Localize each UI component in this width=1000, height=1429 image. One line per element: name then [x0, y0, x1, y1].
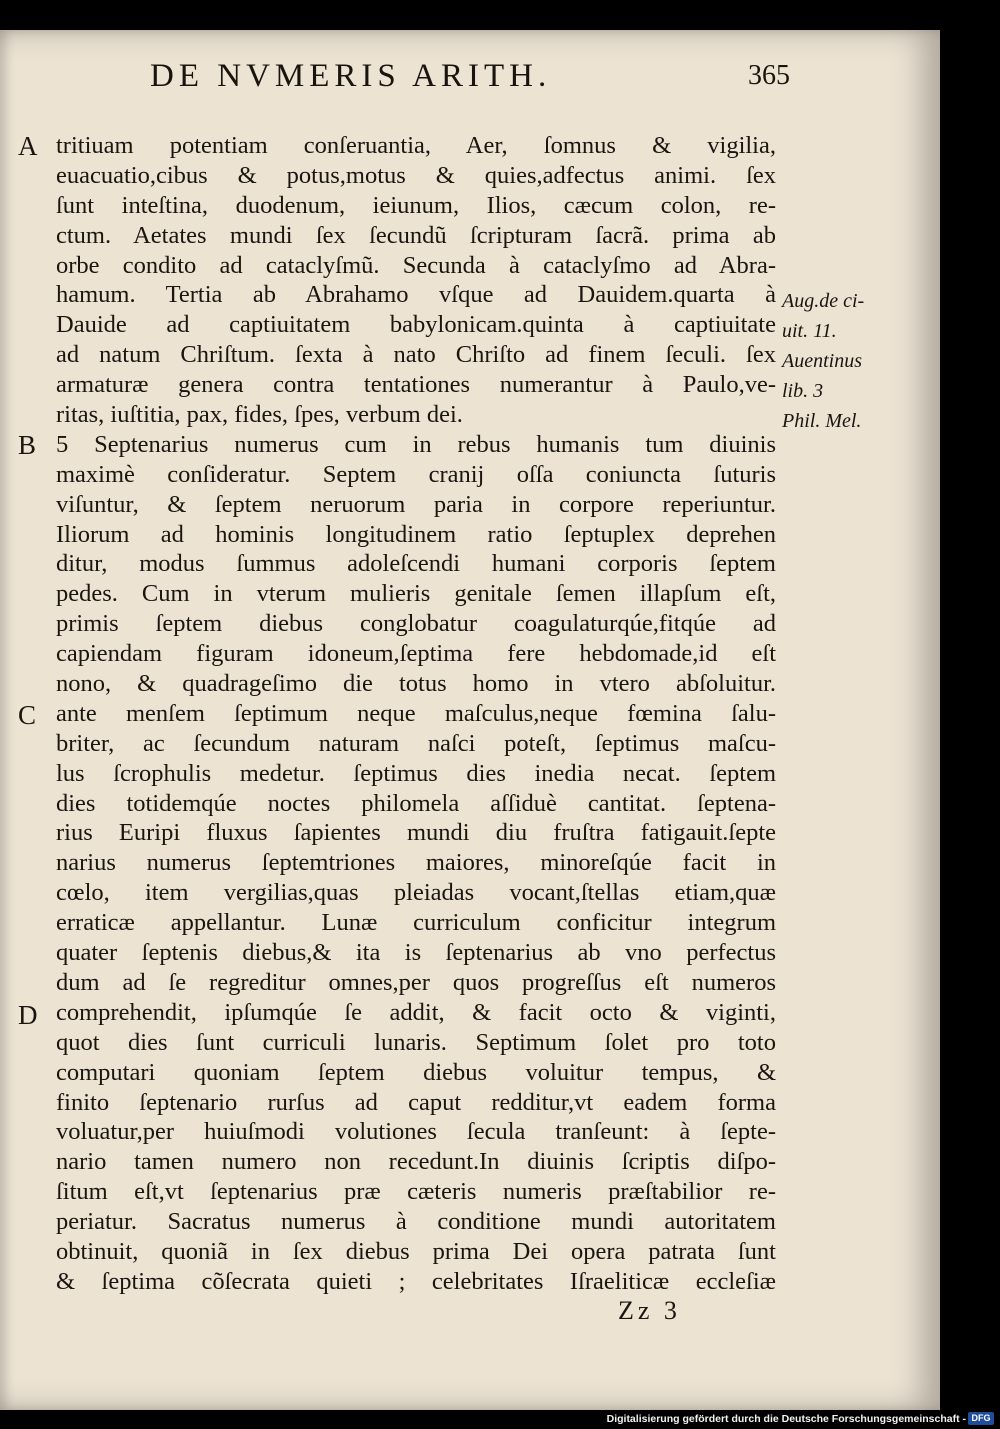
text-line: quater ſeptenis diebus,& ita is ſeptenarius ab vno perfectus — [56, 939, 776, 967]
text-line: ctum. Aetates mundi ſex ſecundũ ſcripturam ſacrã. prima ab — [56, 221, 776, 249]
section-letter-a: A — [18, 131, 38, 161]
signature-mark: Zz 3 — [618, 1296, 681, 1325]
body-text — [56, 131, 776, 1297]
text-line: nono, & quadrageſimo die totus homo in vtero abſoluitur. — [56, 670, 776, 698]
text-line: obtinuit, quoniã in ſex diebus prima Dei opera patrata ſunt — [56, 1237, 776, 1265]
text-line: maximè conſideratur. Septem cranij oſſa coniuncta ſuturis — [56, 460, 776, 488]
text-line: quot dies ſunt curriculi lunaris. Septimum ſolet pro toto — [56, 1028, 776, 1056]
text-line: tritiuam potentiam conſeruantia, Aer, ſomnus & vigilia, — [56, 132, 776, 159]
text-line: ditur, modus ſummus adoleſcendi humani corporis ſeptem — [56, 550, 776, 578]
text-line: armaturæ genera contra tentationes numerantur à Paulo,ve- — [56, 371, 776, 399]
section-letter-b: B — [18, 430, 37, 460]
text-line: Dauide ad captiuitatem babylonicam.quinta à captiuitate — [56, 311, 776, 339]
dfg-logo-icon: DFG — [968, 1412, 994, 1425]
margin-note: Auentinus — [782, 349, 862, 372]
margin-note: Phil. Mel. — [782, 409, 862, 432]
text-line: ante menſem ſeptimum neque maſculus,neque fœmina ſalu- — [56, 699, 776, 727]
text-line: dies totidemqúe noctes philomela aſſiduè cantitat. ſeptena- — [56, 789, 776, 817]
page-number: 365 — [748, 60, 790, 91]
text-line: primis ſeptem diebus conglobatur coagulaturqúe,fitqúe ad — [56, 610, 776, 638]
text-line: ad natum Chriſtum. ſexta à nato Chriſto ad finem ſeculi. ſex — [56, 341, 776, 369]
text-line: viſuntur, & ſeptem neruorum paria in corpore reperiuntur. — [56, 490, 776, 518]
text-line: periatur. Sacratus numerus à conditione mundi autoritatem — [56, 1208, 776, 1236]
text-line: briter, ac ſecundum naturam naſci poteſt, ſeptimus maſcu- — [56, 729, 776, 757]
digitization-credit: Digitalisierung gefördert durch die Deutsche Forschungsgemeinschaft - — [606, 1413, 966, 1425]
running-title: DE NVMERIS ARITH. — [150, 58, 552, 94]
text-line: computari quoniam ſeptem diebus voluitur tempus, & — [56, 1058, 776, 1086]
margin-note: Aug.de ci- — [782, 290, 865, 312]
text-line: comprehendit, ipſumqúe ſe addit, & facit octo & viginti, — [56, 998, 776, 1026]
text-line: pedes. Cum in vterum mulieris genitale ſemen illapſum eſt, — [56, 580, 776, 608]
text-line: voluatur,per huiuſmodi volutiones ſecula tranſeunt: à ſepte- — [56, 1118, 776, 1146]
margin-note: uit. 11. — [782, 319, 837, 342]
book-page — [0, 30, 940, 1410]
text-line: erraticæ appellantur. Lunæ curriculum conficitur integrum — [56, 909, 776, 937]
section-letter-c: C — [18, 700, 37, 730]
text-line: narius numerus ſeptemtriones maiores, minoreſqúe facit in — [56, 849, 776, 877]
running-header — [150, 58, 790, 98]
text-line: hamum. Tertia ab Abrahamo vſque ad Dauidem.quarta à — [56, 281, 776, 309]
text-line: cœlo, item vergilias,quas pleiadas vocant,ſtellas etiam,quæ — [56, 879, 776, 907]
text-line: orbe condito ad cataclyſmũ. Secunda à cataclyſmo ad Abra- — [56, 251, 776, 279]
text-line: ritas, iuſtitia, pax, fides, ſpes, verbum dei. — [56, 401, 463, 429]
text-line: 5 Septenarius numerus cum in rebus humanis tum diuinis — [56, 430, 776, 458]
text-line: capiendam figuram idoneum,ſeptima fere hebdomade,id eſt — [56, 640, 776, 668]
section-letter-d: D — [18, 1000, 38, 1030]
text-line: Iliorum ad hominis longitudinem ratio ſeptuplex deprehen — [56, 520, 776, 548]
text-line: dum ad ſe regreditur omnes,per quos progreſſus eſt numeros — [56, 968, 776, 996]
text-line: rius Euripi fluxus ſapientes mundi diu fruſtra fatigauit.ſepte — [56, 819, 776, 847]
text-line: nario tamen numero non recedunt.In diuinis ſcriptis diſpo- — [56, 1148, 776, 1176]
margin-note: lib. 3 — [782, 379, 824, 402]
text-line: euacuatio,cibus & potus,motus & quies,adfectus animi. ſex — [56, 161, 776, 189]
text-line: ſitum eſt,vt ſeptenarius præ cæteris numeris præſtabilior re- — [56, 1178, 776, 1206]
text-line: finito ſeptenario rurſus ad caput redditur,vt eadem forma — [56, 1088, 776, 1116]
margin-notes — [782, 287, 902, 436]
text-line: & ſeptima cõſecrata quieti ; celebritates Iſraeliticæ eccleſiæ — [56, 1267, 776, 1295]
text-line: ſunt inteſtina, duodenum, ieiunum, Ilios, cæcum colon, re- — [56, 191, 776, 219]
text-line: lus ſcrophulis medetur. ſeptimus dies inedia necat. ſeptem — [56, 759, 776, 787]
